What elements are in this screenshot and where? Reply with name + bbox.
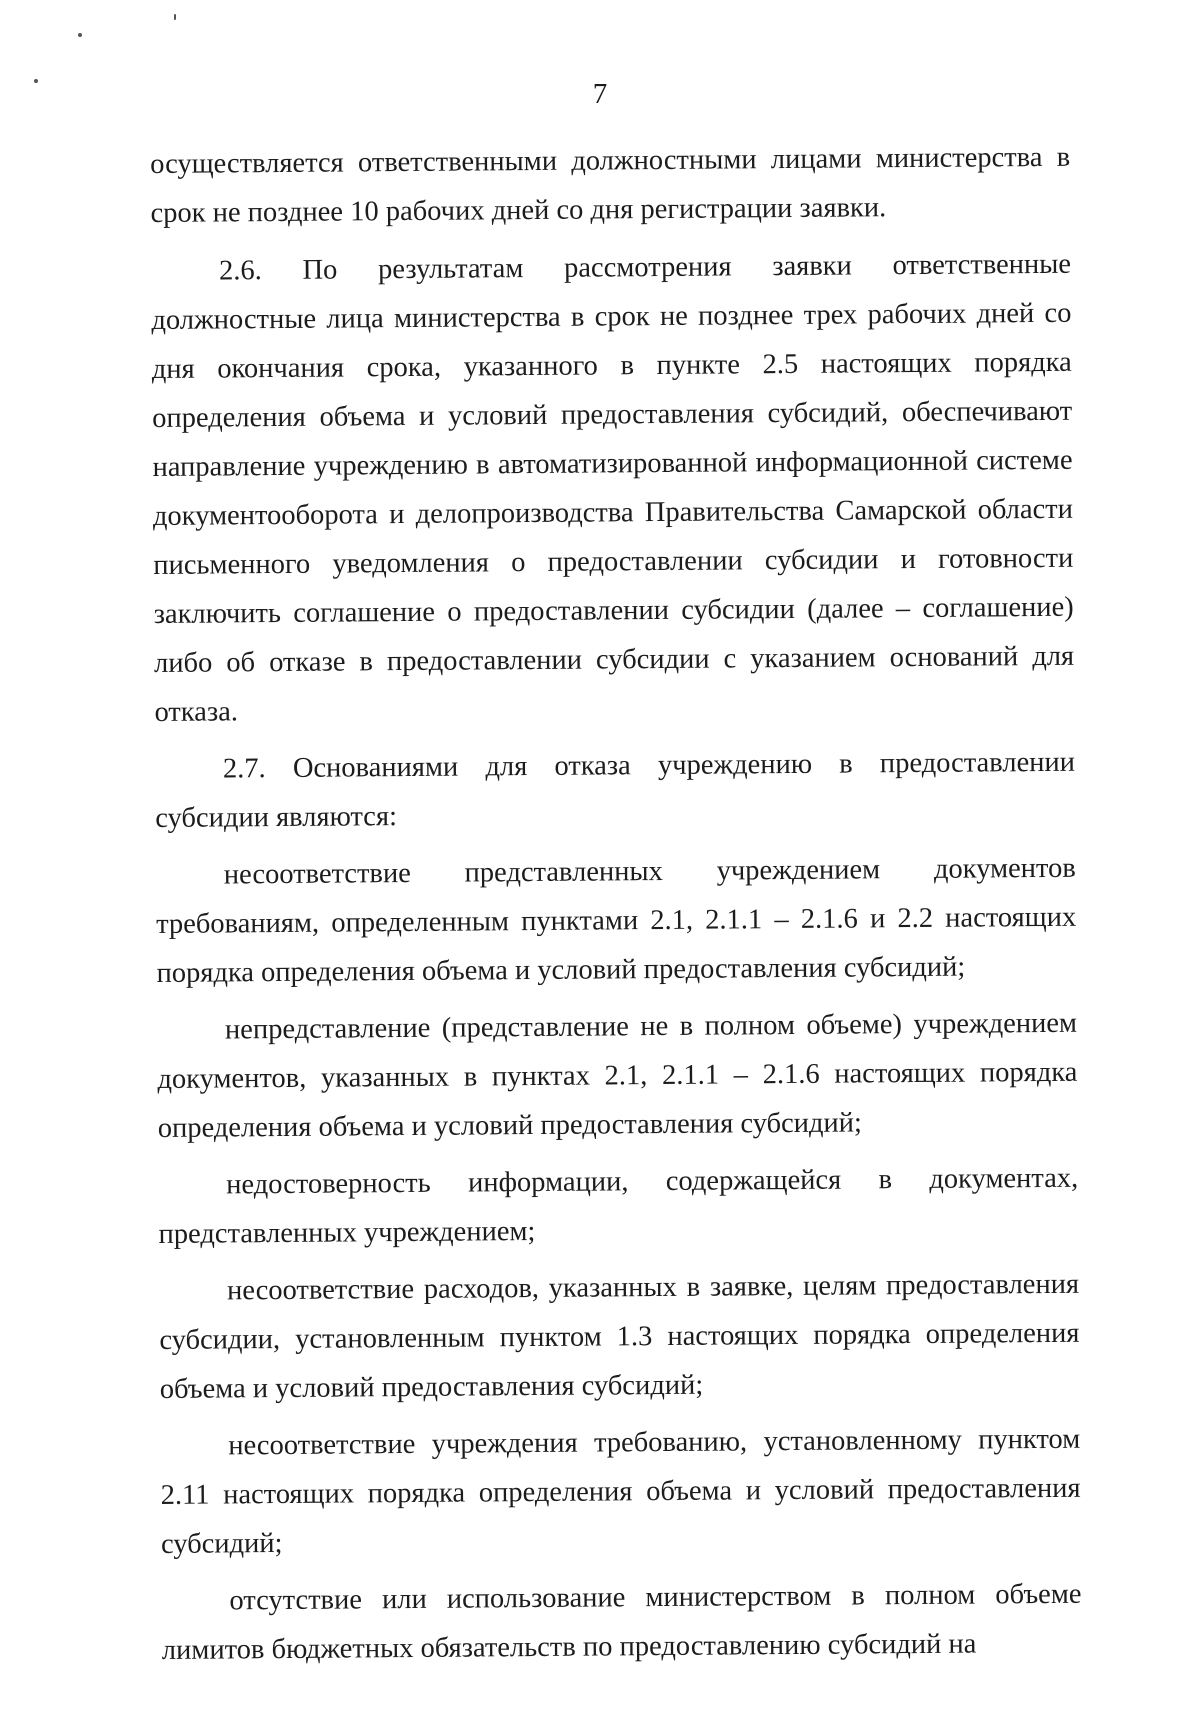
paragraph-continuation: осуществляется ответственными должностными лицами министерства в срок не позднее 10 рабочих дней со дня регистрации заявки. [150, 141, 1071, 229]
ground-item: несоответствие расходов, указанных в заявке, целям предоставления субсидии, установленным пунктом 1.3 настоящих порядка определения объема и условий предоставления субсидий; [159, 1268, 1080, 1405]
ground-item: несоответствие учреждения требованию, установленному пунктом 2.11 настоящих порядка определения объема и условий предоставления субсидий; [160, 1423, 1081, 1560]
ground-item: непредставление (представление не в полном объеме) учреждением документов, указанных в пунктах 2.1, 2.1.1 – 2.1.6 настоящих порядка определения объема и условий предоставления субсидий; [157, 1007, 1078, 1144]
page-number: 7 [592, 78, 608, 110]
scan-speck [174, 14, 176, 20]
ground-item: несоответствие представленных учреждением документов требованиям, определенным пунктами 2.1, 2.1.1 – 2.1.6 и 2.2 настоящих порядка определения объема и условий предоставления субсидий; [156, 852, 1077, 989]
ground-item: отсутствие или использование министерством в полном объеме лимитов бюджетных обязательств по предоставлению субсидий на [161, 1578, 1082, 1666]
scan-speck [78, 33, 82, 37]
paragraph-2-7: 2.7. Основаниями для отказа учреждению в предоставлении субсидии являются: [155, 746, 1076, 834]
ground-item: недостоверность информации, содержащейся в документах, представленных учреждением; [158, 1162, 1079, 1250]
document-body [150, 133, 1082, 1675]
paragraph-2-6: 2.6. По результатам рассмотрения заявки ответственные должностные лица министерства в срок не позднее трех рабочих дней со дня окончания срока, указанного в пункте 2.5 настоящих порядка определения объема и условий предоставления субсидий, обеспечивают направление учреждению в автоматизированной информационной системе документооборота и делопроизводства Правительства Самарской области письменного уведомления о предоставлении субсидии и готовности заключить соглашение о предоставлении субсидии (далее – соглашение) либо об отказе в предоставлении субсидии с указанием оснований для отказа. [151, 248, 1075, 728]
